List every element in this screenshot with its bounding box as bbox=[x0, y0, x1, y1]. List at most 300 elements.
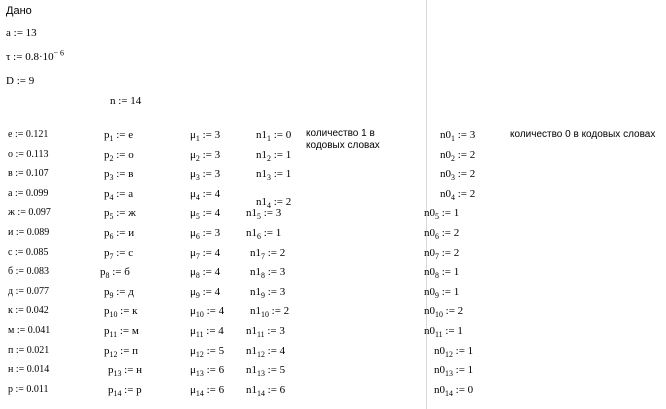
p-assignment-value: р bbox=[136, 383, 142, 396]
assign-operator: := bbox=[445, 325, 455, 337]
n0-assignment-symbol: n0 bbox=[434, 344, 445, 357]
given-tau-op: := bbox=[13, 51, 23, 63]
assign-operator: := bbox=[263, 207, 273, 220]
p-assignment-index: 5 bbox=[109, 212, 114, 222]
n0-assignment-value: 3 bbox=[469, 129, 476, 141]
mu-assignment-index: 10 bbox=[195, 310, 204, 320]
n1-assignment[interactable] bbox=[246, 346, 285, 357]
n1-assignment-index: 13 bbox=[257, 368, 265, 378]
freq-symbol: с bbox=[8, 246, 13, 258]
assign-operator: := bbox=[457, 129, 467, 141]
assign-operator: := bbox=[441, 266, 451, 279]
given-tau-base: 0.8·10 bbox=[25, 51, 54, 63]
mu-assignment[interactable] bbox=[190, 326, 224, 337]
n0-assignment[interactable] bbox=[424, 267, 459, 278]
n1-assignment[interactable] bbox=[250, 287, 285, 298]
n0-assignment-symbol: n0 bbox=[440, 168, 451, 181]
n1-assignment-index: 8 bbox=[261, 270, 265, 280]
n1-assignment[interactable] bbox=[246, 228, 281, 239]
n0-assignment[interactable] bbox=[424, 207, 460, 222]
freq-symbol: н bbox=[8, 364, 14, 376]
freq-assignment[interactable] bbox=[8, 208, 51, 218]
n0-assignment[interactable] bbox=[434, 385, 473, 396]
n1-assignment-symbol: n1 bbox=[246, 325, 257, 337]
p-assignment-value: и bbox=[128, 227, 135, 239]
assign-operator: := bbox=[202, 187, 212, 200]
freq-assignment[interactable] bbox=[8, 365, 49, 375]
p-assignment[interactable] bbox=[104, 189, 133, 200]
assign-operator: := bbox=[441, 207, 451, 220]
n0-assignment-value: 1 bbox=[453, 207, 460, 220]
n1-assignment-index: 12 bbox=[257, 349, 265, 359]
freq-value: 0.014 bbox=[26, 364, 50, 376]
n1-assignment-value: 2 bbox=[285, 195, 292, 208]
assign-operator: := bbox=[267, 383, 277, 396]
n1-assignment-symbol: n1 bbox=[246, 227, 257, 239]
freq-value: 0.107 bbox=[26, 168, 49, 180]
freq-assignment[interactable] bbox=[8, 326, 50, 336]
p-assignment-value: ж bbox=[128, 207, 136, 220]
p-assignment-symbol: p bbox=[104, 285, 110, 298]
n0-assignment[interactable] bbox=[440, 130, 475, 141]
page-separator bbox=[426, 0, 427, 409]
mu-assignment-index: 4 bbox=[195, 192, 200, 202]
given-n[interactable] bbox=[110, 96, 141, 107]
n0-assignment-value: 1 bbox=[467, 364, 474, 377]
n1-assignment-value: 3 bbox=[279, 266, 286, 279]
given-tau-exp: − 6 bbox=[53, 48, 64, 58]
n1-assignment-symbol: n1 bbox=[250, 285, 261, 298]
freq-value: 0.011 bbox=[26, 383, 49, 395]
mu-assignment-value: 4 bbox=[214, 285, 221, 298]
mu-assignment-value: 4 bbox=[218, 325, 224, 337]
freq-symbol: ж bbox=[8, 207, 15, 219]
assign-operator: := bbox=[206, 325, 216, 337]
mu-assignment[interactable] bbox=[190, 189, 220, 200]
assign-operator: := bbox=[267, 344, 277, 357]
freq-value: 0.077 bbox=[26, 285, 50, 297]
mu-assignment-symbol: μ bbox=[190, 187, 196, 200]
p-assignment-value: с bbox=[128, 246, 134, 259]
assign-operator: := bbox=[455, 344, 465, 357]
n1-assignment-index: 6 bbox=[257, 231, 261, 241]
freq-value: 0.097 bbox=[28, 207, 51, 219]
p-assignment-index: 2 bbox=[109, 153, 114, 163]
freq-symbol: а bbox=[8, 187, 13, 199]
assign-operator: := bbox=[441, 246, 451, 259]
n1-assignment-symbol: n1 bbox=[246, 344, 257, 357]
mu-assignment-symbol: μ bbox=[190, 148, 196, 161]
n1-assignment[interactable] bbox=[250, 305, 290, 320]
n0-assignment-index: 5 bbox=[435, 212, 439, 222]
assign-operator: := bbox=[441, 227, 451, 239]
assign-operator: := bbox=[120, 344, 130, 357]
p-assignment-value: б bbox=[124, 266, 130, 279]
assign-operator: := bbox=[202, 246, 212, 259]
mu-assignment-symbol: μ bbox=[190, 227, 196, 239]
assign-operator: := bbox=[116, 207, 126, 220]
assign-operator: := bbox=[116, 187, 126, 200]
freq-value: 0.041 bbox=[27, 325, 51, 336]
p-assignment-value: а bbox=[128, 187, 134, 200]
mu-assignment[interactable] bbox=[190, 228, 220, 239]
n0-assignment-value: 2 bbox=[469, 187, 476, 200]
p-assignment-index: 8 bbox=[105, 270, 110, 280]
n1-assignment[interactable] bbox=[246, 385, 285, 396]
p-assignment-value: о bbox=[128, 148, 134, 161]
p-assignment-symbol: p bbox=[100, 266, 106, 279]
n1-assignment-value: 2 bbox=[279, 246, 286, 259]
assign-operator: := bbox=[441, 285, 451, 298]
n0-assignment-value: 1 bbox=[453, 285, 460, 298]
p-assignment-index: 9 bbox=[109, 290, 114, 300]
p-assignment-index: 3 bbox=[109, 172, 114, 182]
assign-operator: := bbox=[116, 285, 126, 298]
p-assignment[interactable] bbox=[104, 207, 136, 222]
n1-assignment[interactable] bbox=[250, 267, 285, 278]
n0-assignment[interactable] bbox=[434, 365, 473, 376]
given-D[interactable] bbox=[6, 76, 34, 87]
assign-operator: := bbox=[202, 129, 212, 141]
mu-assignment-value: 4 bbox=[214, 266, 221, 279]
n0-assignment[interactable] bbox=[424, 248, 459, 259]
freq-symbol: и bbox=[8, 227, 14, 238]
assign-operator: := bbox=[14, 129, 24, 140]
n0-assignment[interactable] bbox=[424, 287, 459, 298]
given-n-name: n bbox=[110, 95, 116, 107]
n1-assignment-symbol: n1 bbox=[250, 266, 261, 279]
given-D-name: D bbox=[6, 75, 14, 87]
given-n-op: := bbox=[118, 95, 128, 107]
n0-assignment-value: 2 bbox=[453, 227, 460, 239]
assign-operator: := bbox=[455, 383, 465, 396]
p-assignment-value: е bbox=[128, 129, 134, 141]
n1-assignment-index: 4 bbox=[267, 200, 271, 210]
mu-assignment-value: 6 bbox=[218, 364, 225, 377]
n1-assignment-value: 3 bbox=[275, 207, 282, 220]
freq-assignment[interactable] bbox=[8, 228, 49, 238]
mu-assignment-index: 1 bbox=[195, 133, 200, 143]
assign-operator: := bbox=[15, 227, 25, 238]
assign-operator: := bbox=[14, 246, 24, 258]
p-assignment[interactable] bbox=[104, 150, 134, 161]
freq-symbol: е bbox=[8, 129, 13, 140]
assign-operator: := bbox=[15, 285, 25, 297]
n1-assignment-index: 14 bbox=[257, 388, 265, 398]
freq-assignment[interactable] bbox=[8, 169, 49, 179]
assign-operator: := bbox=[457, 148, 467, 161]
n1-assignment-index: 11 bbox=[257, 329, 265, 339]
n1-assignment-index: 9 bbox=[261, 290, 265, 300]
p-assignment[interactable] bbox=[104, 228, 134, 239]
assign-operator: := bbox=[267, 246, 277, 259]
given-tau-name: τ bbox=[6, 51, 11, 63]
mu-assignment-index: 11 bbox=[195, 329, 204, 339]
p-assignment[interactable] bbox=[104, 248, 133, 259]
n0-assignment-value: 2 bbox=[453, 246, 460, 259]
freq-value: 0.113 bbox=[26, 148, 49, 160]
n0-assignment-value: 1 bbox=[457, 325, 463, 337]
given-tau[interactable] bbox=[6, 48, 64, 63]
header-title: Дано bbox=[6, 5, 32, 17]
given-D-op: := bbox=[16, 75, 26, 87]
n1-assignment[interactable] bbox=[256, 150, 291, 161]
n0-assignment[interactable] bbox=[434, 346, 473, 357]
n1-assignment-symbol: n1 bbox=[256, 195, 267, 208]
assign-operator: := bbox=[124, 364, 134, 377]
p-assignment-index: 6 bbox=[109, 231, 114, 241]
n1-assignment[interactable] bbox=[246, 365, 285, 376]
p-assignment-value: н bbox=[136, 364, 143, 377]
n0-assignment-symbol: n0 bbox=[424, 246, 435, 259]
mu-assignment[interactable] bbox=[190, 169, 220, 180]
n0-assignment-index: 13 bbox=[445, 368, 453, 378]
n0-assignment-value: 2 bbox=[457, 305, 464, 318]
mu-assignment-value: 5 bbox=[218, 344, 225, 357]
mu-assignment[interactable] bbox=[190, 248, 220, 259]
n0-assignment[interactable] bbox=[424, 228, 459, 239]
n0-assignment-index: 4 bbox=[451, 192, 455, 202]
p-assignment[interactable] bbox=[104, 169, 133, 180]
n0-assignment-value: 2 bbox=[469, 168, 476, 181]
freq-value: 0.089 bbox=[26, 227, 50, 238]
p-assignment-symbol: p bbox=[104, 187, 110, 200]
mu-assignment-value: 4 bbox=[214, 246, 221, 259]
p-assignment-value: д bbox=[128, 285, 134, 298]
p-assignment[interactable] bbox=[104, 130, 133, 141]
n0-assignment-symbol: n0 bbox=[424, 285, 435, 298]
mu-assignment-index: 6 bbox=[195, 231, 200, 241]
freq-assignment[interactable] bbox=[8, 385, 49, 395]
freq-value: 0.021 bbox=[26, 344, 50, 356]
freq-value: 0.085 bbox=[25, 246, 49, 258]
mu-assignment-symbol: μ bbox=[190, 207, 196, 220]
n1-assignment[interactable] bbox=[246, 207, 282, 222]
n1-assignment-value: 5 bbox=[279, 364, 286, 377]
freq-assignment[interactable] bbox=[8, 267, 49, 277]
p-assignment-index: 13 bbox=[113, 368, 122, 378]
freq-assignment[interactable] bbox=[8, 248, 48, 258]
given-a[interactable] bbox=[6, 28, 37, 39]
assign-operator: := bbox=[116, 148, 126, 161]
given-a-op: := bbox=[13, 27, 23, 39]
assign-operator: := bbox=[116, 129, 126, 141]
p-assignment[interactable] bbox=[108, 385, 142, 396]
mu-assignment-symbol: μ bbox=[190, 168, 196, 181]
n0-assignment-index: 6 bbox=[435, 231, 439, 241]
assign-operator: := bbox=[206, 305, 216, 318]
n0-assignment-index: 1 bbox=[451, 133, 455, 143]
p-assignment-index: 14 bbox=[113, 388, 122, 398]
assign-operator: := bbox=[15, 383, 24, 395]
assign-operator: := bbox=[14, 187, 24, 199]
n0-assignment[interactable] bbox=[440, 150, 475, 161]
n0-assignment-symbol: n0 bbox=[440, 187, 451, 200]
assign-operator: := bbox=[15, 344, 25, 356]
assign-operator: := bbox=[15, 168, 24, 180]
n1-assignment[interactable] bbox=[256, 169, 291, 180]
n1-assignment-value: 2 bbox=[283, 305, 290, 318]
assign-operator: := bbox=[15, 266, 25, 278]
mu-assignment-value: 4 bbox=[214, 207, 221, 220]
n1-assignment-symbol: n1 bbox=[256, 168, 267, 181]
n1-assignment[interactable] bbox=[256, 130, 291, 141]
assign-operator: := bbox=[457, 187, 467, 200]
label-ones-count: количество 1 в кодовых словах bbox=[306, 128, 380, 151]
n0-assignment-value: 1 bbox=[453, 266, 460, 279]
n0-assignment-index: 9 bbox=[435, 290, 439, 300]
assign-operator: := bbox=[457, 168, 467, 181]
n0-assignment[interactable] bbox=[424, 326, 463, 337]
mu-assignment[interactable] bbox=[190, 385, 224, 396]
n0-assignment[interactable] bbox=[424, 305, 464, 320]
given-n-value: 14 bbox=[130, 95, 142, 107]
p-assignment-index: 11 bbox=[109, 329, 118, 339]
given-a-name: a bbox=[6, 27, 11, 39]
mu-assignment[interactable] bbox=[190, 207, 221, 222]
assign-operator: := bbox=[267, 364, 277, 377]
freq-assignment[interactable] bbox=[8, 130, 48, 140]
mu-assignment-value: 3 bbox=[214, 168, 221, 181]
freq-symbol: п bbox=[8, 344, 14, 356]
freq-symbol: д bbox=[8, 285, 14, 297]
n0-assignment-index: 8 bbox=[435, 270, 439, 280]
mu-assignment[interactable] bbox=[190, 267, 220, 278]
assign-operator: := bbox=[206, 344, 216, 357]
p-assignment-symbol: p bbox=[104, 168, 110, 181]
assign-operator: := bbox=[206, 383, 216, 396]
assign-operator: := bbox=[267, 285, 277, 298]
n0-assignment[interactable] bbox=[440, 169, 475, 180]
n0-assignment-index: 12 bbox=[445, 349, 453, 359]
n1-assignment[interactable] bbox=[246, 326, 285, 337]
freq-assignment[interactable] bbox=[8, 189, 48, 199]
assign-operator: := bbox=[455, 364, 465, 377]
p-assignment-symbol: p bbox=[104, 148, 110, 161]
n1-assignment-value: 4 bbox=[279, 344, 286, 357]
assign-operator: := bbox=[206, 364, 216, 377]
n0-assignment-value: 0 bbox=[467, 383, 474, 396]
freq-assignment[interactable] bbox=[8, 306, 49, 316]
freq-assignment[interactable] bbox=[8, 287, 49, 297]
assign-operator: := bbox=[273, 148, 283, 161]
mu-assignment-symbol: μ bbox=[190, 285, 196, 298]
p-assignment-index: 1 bbox=[109, 133, 114, 143]
assign-operator: := bbox=[15, 305, 24, 317]
p-assignment-index: 7 bbox=[109, 251, 114, 261]
mu-assignment-symbol: μ bbox=[190, 383, 196, 396]
p-assignment[interactable] bbox=[104, 287, 134, 298]
n0-assignment-symbol: n0 bbox=[424, 325, 435, 337]
n0-assignment-symbol: n0 bbox=[434, 383, 445, 396]
n0-assignment-index: 14 bbox=[445, 388, 453, 398]
p-assignment[interactable] bbox=[104, 346, 138, 357]
mu-assignment[interactable] bbox=[190, 305, 225, 320]
mu-assignment-symbol: μ bbox=[190, 325, 196, 337]
n1-assignment-symbol: n1 bbox=[246, 207, 257, 220]
mu-assignment-value: 3 bbox=[214, 148, 221, 161]
n1-assignment[interactable] bbox=[256, 197, 291, 208]
assign-operator: := bbox=[202, 227, 212, 239]
n1-assignment-symbol: n1 bbox=[256, 148, 267, 161]
mu-assignment-symbol: μ bbox=[190, 344, 196, 357]
n0-assignment-symbol: n0 bbox=[424, 207, 435, 220]
n0-assignment-value: 2 bbox=[469, 148, 476, 161]
p-assignment-value: п bbox=[132, 344, 139, 357]
freq-symbol: о bbox=[8, 148, 13, 160]
freq-symbol: в bbox=[8, 168, 13, 180]
freq-value: 0.121 bbox=[25, 129, 49, 140]
freq-assignment[interactable] bbox=[8, 346, 49, 356]
n1-assignment-symbol: n1 bbox=[246, 364, 257, 377]
given-D-value: 9 bbox=[28, 75, 35, 87]
p-assignment[interactable] bbox=[108, 365, 142, 376]
p-assignment-value: м bbox=[131, 325, 139, 337]
mu-assignment-symbol: μ bbox=[190, 129, 196, 141]
mu-assignment[interactable] bbox=[190, 287, 220, 298]
freq-symbol: р bbox=[8, 383, 13, 395]
mu-assignment-value: 3 bbox=[214, 227, 221, 239]
n1-assignment-value: 6 bbox=[279, 383, 286, 396]
n0-assignment-index: 11 bbox=[435, 329, 443, 339]
n1-assignment-value: 1 bbox=[275, 227, 282, 239]
mu-assignment-index: 8 bbox=[195, 270, 200, 280]
assign-operator: := bbox=[15, 148, 24, 160]
freq-symbol: м bbox=[8, 325, 15, 336]
n1-assignment-index: 7 bbox=[261, 251, 265, 261]
mu-assignment-value: 4 bbox=[214, 187, 221, 200]
n1-assignment-index: 3 bbox=[267, 172, 271, 182]
assign-operator: := bbox=[116, 246, 126, 259]
assign-operator: := bbox=[120, 305, 130, 318]
p-assignment[interactable] bbox=[104, 326, 139, 337]
n1-assignment-symbol: n1 bbox=[250, 246, 261, 259]
mu-assignment-index: 3 bbox=[195, 172, 200, 182]
n1-assignment-value: 1 bbox=[285, 148, 292, 161]
p-assignment-symbol: p bbox=[104, 305, 110, 318]
n0-assignment-symbol: n0 bbox=[440, 129, 451, 141]
mu-assignment[interactable] bbox=[190, 130, 220, 141]
mu-assignment-index: 7 bbox=[195, 251, 200, 261]
assign-operator: := bbox=[116, 227, 126, 239]
p-assignment-symbol: p bbox=[104, 207, 110, 220]
n0-assignment[interactable] bbox=[440, 189, 475, 200]
assign-operator: := bbox=[202, 148, 212, 161]
mu-assignment-index: 13 bbox=[195, 368, 204, 378]
n1-assignment[interactable] bbox=[250, 248, 285, 259]
assign-operator: := bbox=[124, 383, 134, 396]
freq-value: 0.083 bbox=[26, 266, 50, 278]
freq-assignment[interactable] bbox=[8, 150, 49, 160]
assign-operator: := bbox=[112, 266, 122, 279]
n0-assignment-index: 7 bbox=[435, 251, 439, 261]
n0-assignment-index: 2 bbox=[451, 153, 455, 163]
p-assignment[interactable] bbox=[100, 267, 130, 278]
assign-operator: := bbox=[119, 325, 130, 337]
n1-assignment-index: 5 bbox=[257, 212, 261, 222]
n1-assignment-index: 1 bbox=[267, 133, 271, 143]
mu-assignment[interactable] bbox=[190, 346, 224, 357]
p-assignment[interactable] bbox=[104, 305, 138, 320]
n1-assignment-value: 3 bbox=[279, 325, 285, 337]
assign-operator: := bbox=[271, 305, 281, 318]
mu-assignment-index: 5 bbox=[195, 212, 200, 222]
assign-operator: := bbox=[273, 195, 283, 208]
mu-assignment[interactable] bbox=[190, 365, 224, 376]
n1-assignment-value: 3 bbox=[279, 285, 286, 298]
mu-assignment[interactable] bbox=[190, 150, 220, 161]
assign-operator: := bbox=[202, 168, 212, 181]
